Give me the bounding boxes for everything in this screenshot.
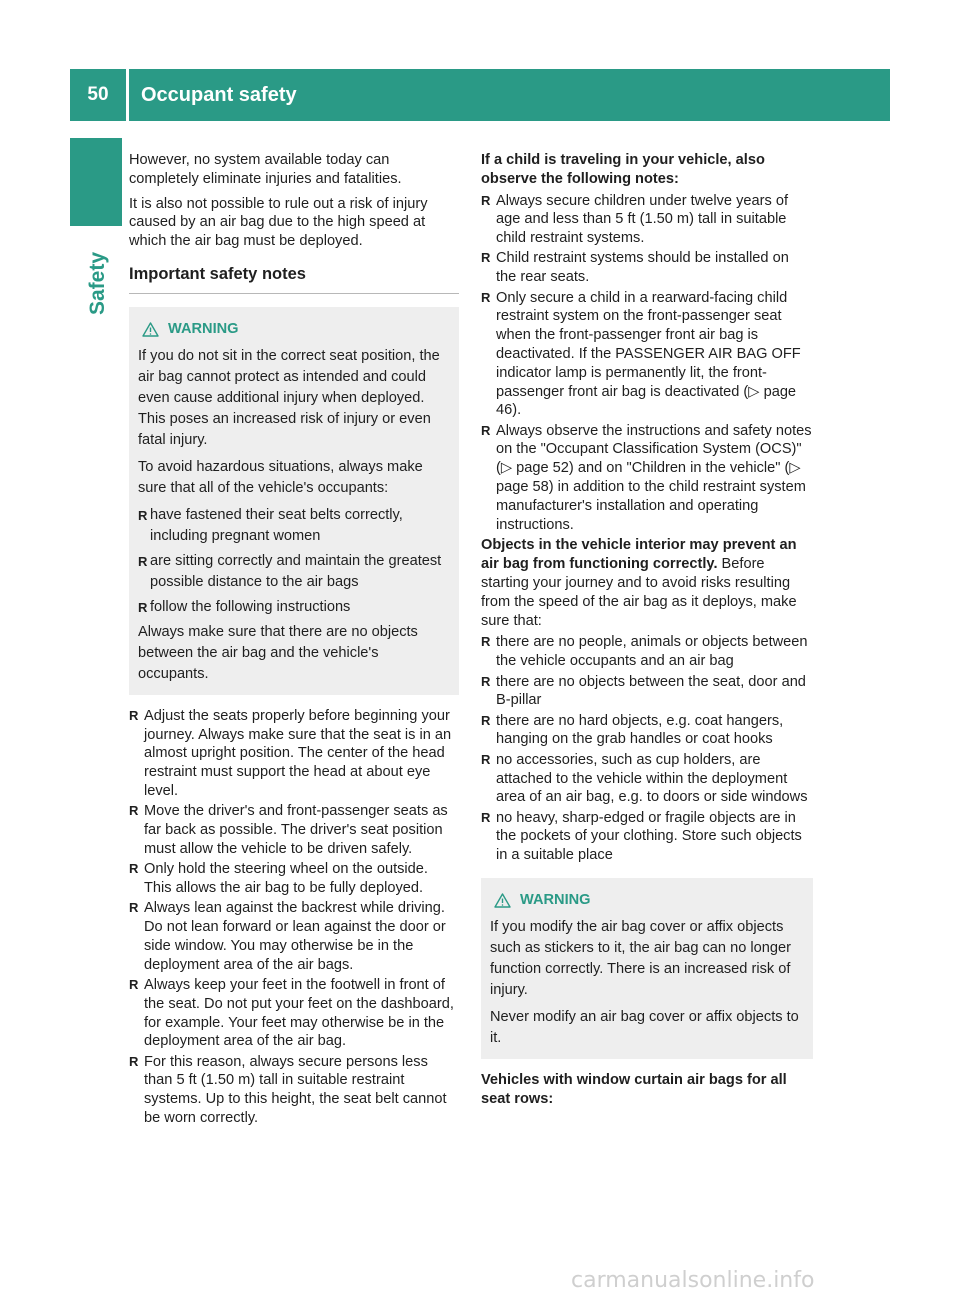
closing-heading: Vehicles with window curtain air bags for all seat rows: xyxy=(481,1071,787,1107)
list-item: R there are no hard objects, e.g. coat hangers, hanging on the grab handles or coat hooks xyxy=(481,712,813,750)
warning-header xyxy=(142,319,450,340)
page-reference: page 52) and on "Children in the vehicle" ( xyxy=(512,460,790,477)
warning-text: If you do not sit in the correct seat position, the air bag cannot protect as intended and could even cause additional injury when deployed. This poses an increased risk of injury or even fatal injury. xyxy=(138,347,440,448)
intro-paragraph: However, no system available today can completely eliminate injuries and fatalities. xyxy=(129,152,402,187)
warning-text: To avoid hazardous situations, always make sure that all of the vehicle's occupants: xyxy=(138,458,423,496)
objects-list xyxy=(481,633,813,865)
list-item: R have fastened their seat belts correctly, including pregnant women xyxy=(138,505,450,547)
list-item: R Always secure children under twelve years of age and less than 5 ft (1.50 m) tall in suitable child restraint systems. xyxy=(481,192,813,248)
page-ref-arrow-icon: ▷ xyxy=(500,460,513,477)
header-divider xyxy=(126,69,129,121)
list-item: R Child restraint systems should be installed on the rear seats. xyxy=(481,249,813,287)
list-item: R Always lean against the backrest while driving. Do not lean forward or lean against the door or side window. You may otherwise be in the deployment area of the air bags. xyxy=(129,899,459,974)
section-tab-marker xyxy=(70,138,122,226)
warning-list xyxy=(138,505,450,618)
warning-text: Never modify an air bag cover or affix objects to it. xyxy=(490,1008,799,1046)
list-item xyxy=(481,289,813,421)
page-number: 50 xyxy=(87,84,109,105)
warning-text: Always make sure that there are no objects between the air bag and the vehicle's occupants. xyxy=(138,623,418,682)
child-heading: If a child is traveling in your vehicle, also observe the following notes: xyxy=(481,152,765,187)
left-column xyxy=(129,151,459,1130)
page-ref-arrow-icon: ▷ xyxy=(748,383,760,400)
list-item: R Only hold the steering wheel on the outside. This allows the air bag to be fully deployed. xyxy=(129,860,459,898)
list-item-text: Always observe the instructions and safety notes on the "Occupant Classification System (OCS)" ( xyxy=(496,422,812,477)
list-item: R Always keep your feet in the footwell in front of the seat. Do not put your feet on the dashboard, for example. Your feet may otherwise be in the deployment area of the air bag. xyxy=(129,976,459,1051)
list-item: R Move the driver's and front-passenger seats as far back as possible. The driver's seat position must allow the vehicle to be driven safely. xyxy=(129,802,459,858)
list-item xyxy=(481,422,813,535)
warning-text: If you modify the air bag cover or affix objects such as stickers to it, the air bag can no longer function correctly. There is an increased risk of injury. xyxy=(490,918,791,998)
page-title: Occupant safety xyxy=(141,83,297,106)
section-side-label: Safety xyxy=(86,251,109,315)
section-heading: Important safety notes xyxy=(129,265,459,294)
list-item: R no accessories, such as cup holders, are attached to the vehicle within the deployment area of an air bag, e.g. to doors or side windows xyxy=(481,751,813,807)
list-item-text: Only secure a child in a rearward-facing child restraint system on the front-passenger seat when the front-passenger front air bag is deactivated. If the PASSENGER AIR BAG OFF indicator lamp is permanently lit, the front-passenger front air bag is deactivated ( xyxy=(496,289,801,400)
warning-triangle-icon xyxy=(494,893,511,908)
list-item: R no heavy, sharp-edged or fragile objects are in the pockets of your clothing. Store such objects in a suitable place xyxy=(481,809,813,865)
list-item: R there are no objects between the seat, door and B-pillar xyxy=(481,673,813,711)
page-ref-arrow-icon: ▷ xyxy=(789,460,801,477)
objects-text: Before starting your journey and to avoid risks resulting from the speed of the air bag as it deploys, make sure that: xyxy=(481,556,797,629)
watermark: carmanualsonline.info xyxy=(571,1268,815,1293)
list-item: R For this reason, always secure persons less than 5 ft (1.50 m) tall in suitable restraint systems. Up to this height, the seat belt cannot be worn correctly. xyxy=(129,1053,459,1128)
warning-triangle-icon xyxy=(142,322,159,337)
objects-paragraph xyxy=(481,536,813,630)
warning-label: WARNING xyxy=(520,891,591,908)
warning-label: WARNING xyxy=(168,320,239,337)
warning-box xyxy=(481,878,813,1059)
list-item: R there are no people, animals or objects between the vehicle occupants and an air bag xyxy=(481,633,813,671)
list-item: R follow the following instructions xyxy=(138,597,450,618)
list-item: R are sitting correctly and maintain the greatest possible distance to the air bags xyxy=(138,551,450,593)
list-item: R Adjust the seats properly before beginning your journey. Always make sure that the seat is in an almost upright position. The center of the head restraint must support the head at about eye level. xyxy=(129,707,459,801)
safety-list xyxy=(129,707,459,1128)
warning-header xyxy=(494,890,804,911)
page-reference: page 58) in addition to the child restraint system manufacturer's installation and operating instructions. xyxy=(496,479,806,533)
right-column xyxy=(481,151,813,1115)
intro-paragraph: It is also not possible to rule out a risk of injury caused by an air bag due to the high speed at which the air bag must be deployed. xyxy=(129,195,428,250)
child-list xyxy=(481,192,813,535)
objects-lead: Objects in the vehicle interior may prevent an air bag from functioning correctly. xyxy=(481,537,797,573)
page-reference: page 46). xyxy=(496,383,797,419)
warning-box xyxy=(129,307,459,695)
